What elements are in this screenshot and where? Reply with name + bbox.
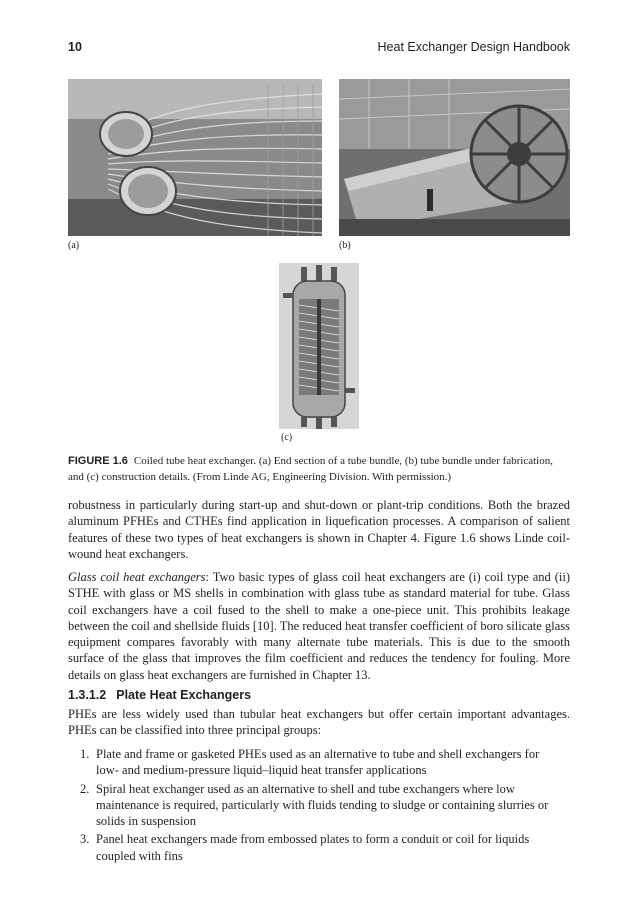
figure-label-c: (c): [281, 432, 293, 443]
figure-caption-label: FIGURE 1.6: [68, 455, 128, 467]
list-item: [68, 746, 570, 779]
body-paragraph: robustness in particularly during start-up and shut-down or plant-trip conditions. Both the brazed aluminum PFHEs and CTHEs find application in liquefication processes. A comparison of salient features of these two types of heat exchangers is shown in Chapter 4. Figure 1.6 shows Linde coil-wound heat exchangers.: [68, 498, 570, 561]
figure-photo-a: [68, 79, 322, 236]
list-item-text: Spiral heat exchanger used as an alternative to shell and tube exchangers where low maintenance is required, particularly with fluids tending to sludge or containing slurries or solids in suspension: [96, 781, 549, 829]
section-title: Plate Heat Exchangers: [116, 688, 252, 702]
body-paragraph-glass-coil: [68, 569, 570, 683]
paragraph-lead-in: Glass coil heat exchangers: [68, 570, 206, 584]
list-item-number: 3.: [80, 832, 90, 847]
list-item-text: Plate and frame or gasketed PHEs used as an alternative to tube and shell exchangers for low- and medium-pressure liquid–liquid heat transfer applications: [96, 747, 540, 778]
figure-photo-c: [279, 263, 359, 429]
figure-label-a: (a): [68, 240, 80, 251]
figure-caption: [68, 453, 570, 485]
section-heading: [68, 688, 570, 702]
figure-caption-text: Coiled tube heat exchanger. (a) End section of a tube bundle, (b) tube bundle under fabrication, and (c) construction details. (From Linde AG, Engineering Division. With permission.): [68, 455, 553, 483]
section-number: 1.3.1.2: [68, 688, 107, 702]
page-number: 10: [68, 40, 82, 54]
list-item-text: Panel heat exchangers made from embossed plates to form a conduit or coil for liquids coupled with fins: [96, 832, 530, 863]
numbered-list: [68, 746, 570, 866]
figure-label-b: (b): [339, 240, 351, 251]
list-item-number: 2.: [80, 781, 90, 796]
figure-photo-b: [339, 79, 570, 236]
list-item-number: 1.: [80, 747, 90, 761]
running-title: Heat Exchanger Design Handbook: [377, 40, 570, 54]
list-item: [68, 781, 570, 830]
list-item: [68, 831, 570, 864]
paragraph-text: : Two basic types of glass coil heat exchangers are (i) coil type and (ii) STHE with glass or MS shells in combination with glass tube as standard material for tube. Glass coil exchangers have a coil fused to the shell to make a one-piece unit. This prohibits leakage between the coil and shellside fluids [10]. The reduced heat transfer coefficient of boro silicate glass equipment compares favorably with many alternate tube materials. This is due to the smooth surface of the glass that improves the film coefficient and reduces the tendency for fouling. More details on glass heat exchangers are furnished in Chapter 13.: [68, 570, 570, 682]
body-paragraph-phe: PHEs are less widely used than tubular heat exchangers but offer certain important advantages. PHEs can be classified into three principal groups:: [68, 707, 570, 738]
page-header: [68, 40, 570, 60]
